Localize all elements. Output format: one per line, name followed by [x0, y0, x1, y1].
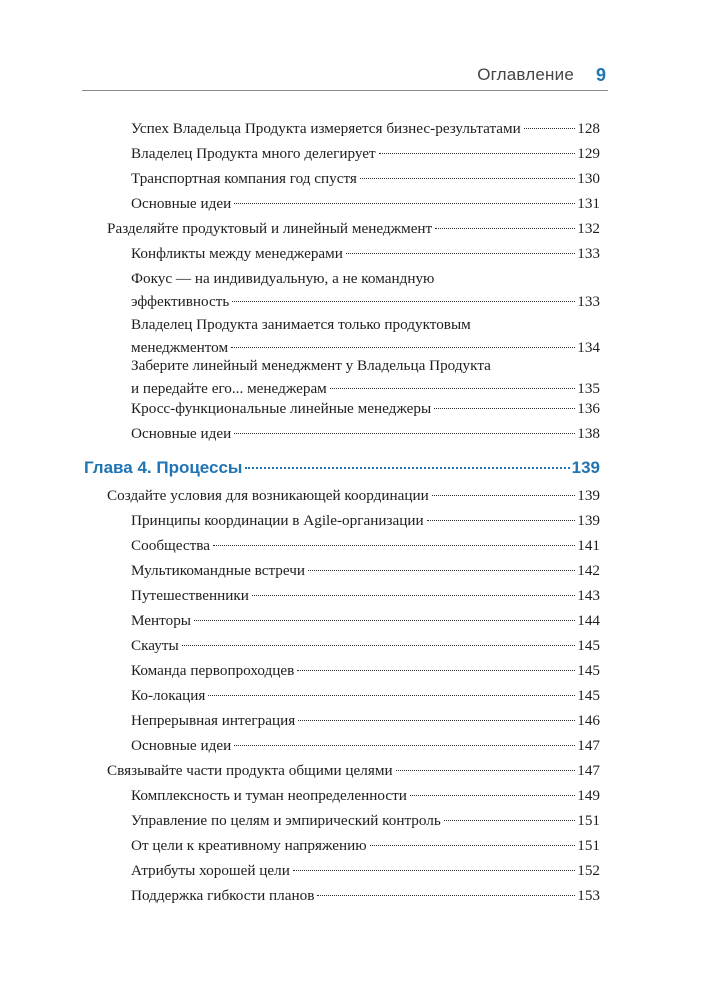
- toc-entry-title: Связывайте части продукта общими целями: [107, 762, 393, 779]
- toc-entry-page: 145: [577, 637, 600, 654]
- toc-entry-page: 145: [577, 662, 600, 679]
- running-header: [82, 60, 608, 91]
- toc-entry[interactable]: [131, 634, 600, 657]
- dot-leader: [370, 845, 576, 846]
- toc-chapter-page: 139: [571, 458, 600, 477]
- toc-entry-title-line1: Владелец Продукта занимается только продуктовым: [131, 316, 471, 333]
- toc-entry-page: 135: [577, 380, 600, 397]
- toc-entry-title: Конфликты между менеджерами: [131, 245, 343, 262]
- toc-entry-title: Непрерывная интеграция: [131, 712, 296, 729]
- toc-entry[interactable]: [131, 422, 600, 445]
- toc-entry-page: 147: [577, 762, 600, 779]
- toc-entry-title: Основные идеи: [131, 195, 232, 212]
- toc-entry-page: 151: [577, 812, 600, 829]
- toc-chapter-title: Глава 4. Процессы: [84, 458, 243, 477]
- dot-leader: [213, 545, 575, 546]
- toc-entry-title: Ко-локация: [131, 687, 206, 704]
- toc-entry[interactable]: [131, 192, 600, 215]
- dot-leader: [252, 595, 575, 596]
- toc-section-entry[interactable]: [107, 484, 600, 507]
- toc-entry-page: 147: [577, 737, 600, 754]
- toc-entry-title: Комплексность и туман неопределенности: [131, 787, 407, 804]
- toc-entry[interactable]: [131, 584, 600, 607]
- toc-entry[interactable]: [131, 117, 600, 140]
- toc-entry[interactable]: [131, 834, 600, 857]
- dot-leader: [194, 620, 575, 621]
- toc-entry[interactable]: [131, 509, 600, 532]
- toc-entry-page: 146: [577, 712, 600, 729]
- toc-entry-title: Команда первопроходцев: [131, 662, 295, 679]
- toc-entry-page: 128: [577, 120, 600, 137]
- toc-section-entry[interactable]: [107, 759, 600, 782]
- dot-leader: [298, 720, 575, 721]
- dot-leader: [346, 253, 575, 254]
- toc-chapter-entry[interactable]: [84, 456, 600, 479]
- toc-entry[interactable]: [131, 313, 600, 359]
- dot-leader: [234, 745, 575, 746]
- toc-entry-page: 130: [577, 170, 600, 187]
- toc-entry-title: Создайте условия для возникающей координации: [107, 487, 429, 504]
- toc-entry-title: и передайте его... менеджерам: [131, 380, 327, 397]
- toc-entry-title: Транспортная компания год спустя: [131, 170, 357, 187]
- toc-entry-title: Успех Владельца Продукта измеряется бизнес-результатами: [131, 120, 521, 137]
- toc-entry[interactable]: [131, 859, 600, 882]
- toc-entry-title: Скауты: [131, 637, 179, 654]
- dot-leader: [297, 670, 575, 671]
- toc-entry[interactable]: [131, 167, 600, 190]
- toc-entry-page: 129: [577, 145, 600, 162]
- toc-entry-title-line1: Заберите линейный менеджмент у Владельца Продукта: [131, 357, 491, 374]
- toc-entry[interactable]: [131, 684, 600, 707]
- dot-leader: [232, 301, 575, 302]
- toc-entry[interactable]: [131, 559, 600, 582]
- dot-leader: [434, 408, 575, 409]
- toc-entry-page: 153: [577, 887, 600, 904]
- toc-entry-page: 143: [577, 587, 600, 604]
- toc-entry-page: 142: [577, 562, 600, 579]
- dot-leader: [410, 795, 575, 796]
- toc-entry-title: Менторы: [131, 612, 192, 629]
- toc-entry-page: 133: [577, 245, 600, 262]
- dot-leader: [308, 570, 575, 571]
- toc-entry[interactable]: [131, 784, 600, 807]
- toc-entry-title: Сообщества: [131, 537, 210, 554]
- dot-leader: [293, 870, 575, 871]
- toc-entry[interactable]: [131, 884, 600, 907]
- dot-leader: [330, 388, 575, 389]
- toc-entry-page: 149: [577, 787, 600, 804]
- toc-entry[interactable]: [131, 142, 600, 165]
- toc-entry-title: менеджментом: [131, 339, 229, 356]
- dot-leader: [524, 128, 575, 129]
- toc-entry-page: 132: [577, 220, 600, 237]
- toc-entry-page: 141: [577, 537, 600, 554]
- toc-entry-title: От цели к креативному напряжению: [131, 837, 367, 854]
- dot-leader: [234, 433, 575, 434]
- toc-entry-title: Поддержка гибкости планов: [131, 887, 315, 904]
- dot-leader: [435, 228, 575, 229]
- toc-entry-title: эффективность: [131, 293, 230, 310]
- dot-leader: [427, 520, 576, 521]
- toc-entry-title: Управление по целям и эмпирический контроль: [131, 812, 441, 829]
- toc-entry[interactable]: [131, 659, 600, 682]
- toc-entry-page: 145: [577, 687, 600, 704]
- dot-leader: [245, 467, 569, 469]
- toc-entry-page: 151: [577, 837, 600, 854]
- toc-entry[interactable]: [131, 354, 600, 400]
- running-header-title: Оглавление: [477, 65, 574, 84]
- toc-entry[interactable]: [131, 709, 600, 732]
- toc-entry-page: 139: [577, 487, 600, 504]
- dot-leader: [444, 820, 575, 821]
- dot-leader: [234, 203, 575, 204]
- toc-entry-title-line1: Фокус — на индивидуальную, а не командную: [131, 270, 435, 287]
- toc-entry-page: 152: [577, 862, 600, 879]
- toc-entry[interactable]: [131, 809, 600, 832]
- dot-leader: [182, 645, 576, 646]
- dot-leader: [208, 695, 575, 696]
- dot-leader: [396, 770, 576, 771]
- toc-entry-title: Путешественники: [131, 587, 249, 604]
- toc-entry-page: 138: [577, 425, 600, 442]
- toc-entry-page: 144: [577, 612, 600, 629]
- toc-entry-title: Владелец Продукта много делегирует: [131, 145, 376, 162]
- toc-entry-page: 131: [577, 195, 600, 212]
- toc-entry-title: Принципы координации в Agile-организации: [131, 512, 424, 529]
- toc-entry[interactable]: [131, 267, 600, 313]
- dot-leader: [231, 347, 575, 348]
- toc-entry-page: 133: [577, 293, 600, 310]
- toc-entry-title: Разделяйте продуктовый и линейный менеджмент: [107, 220, 433, 237]
- toc-entry-title: Атрибуты хорошей цели: [131, 862, 290, 879]
- toc-section-entry[interactable]: [107, 217, 600, 240]
- toc-entry-title: Основные идеи: [131, 737, 232, 754]
- toc-entry[interactable]: [131, 534, 600, 557]
- toc-entry-title: Основные идеи: [131, 425, 232, 442]
- dot-leader: [432, 495, 576, 496]
- toc-entry-title: Кросс-функциональные линейные менеджеры: [131, 400, 432, 417]
- toc-entry[interactable]: [131, 397, 600, 420]
- page-number: 9: [595, 64, 606, 85]
- toc-entry-page: 134: [577, 339, 600, 356]
- toc-entry[interactable]: [131, 242, 600, 265]
- toc-entry[interactable]: [131, 609, 600, 632]
- toc-entry-page: 136: [577, 400, 600, 417]
- toc-entry[interactable]: [131, 734, 600, 757]
- toc-entry-page: 139: [577, 512, 600, 529]
- dot-leader: [360, 178, 575, 179]
- toc-entry-title: Мультикомандные встречи: [131, 562, 305, 579]
- dot-leader: [317, 895, 575, 896]
- dot-leader: [379, 153, 576, 154]
